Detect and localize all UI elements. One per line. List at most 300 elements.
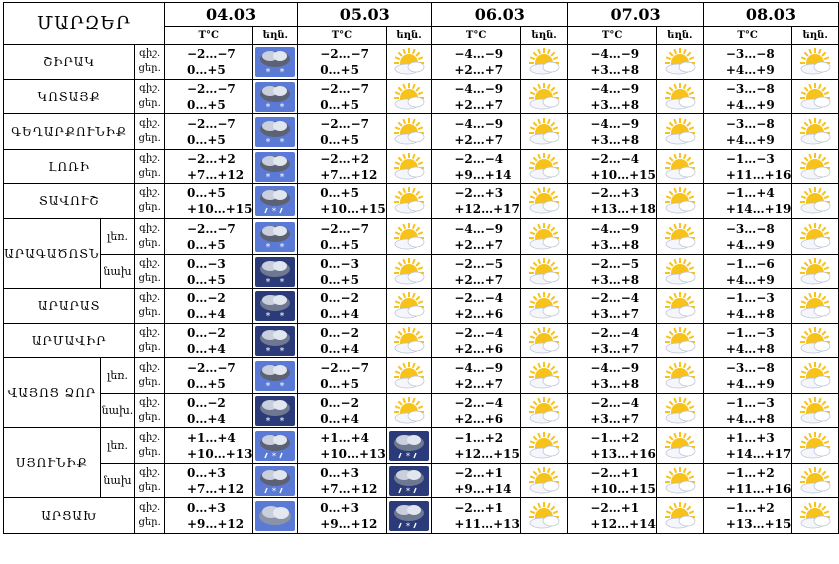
- night-day-labels: [135, 428, 165, 464]
- night-day-labels: [135, 464, 165, 498]
- date-header: 05.03: [298, 3, 432, 27]
- region-name: ԳԵՂԱՐՔՈՒՆԻՔ: [4, 114, 135, 150]
- svg-text:*: *: [280, 312, 285, 321]
- temperature-cell: [703, 255, 792, 289]
- day-temperature: 0…+4: [320, 341, 359, 356]
- night-label: գիշ.: [139, 117, 161, 129]
- snow-cloud-icon: [255, 361, 295, 391]
- weather-cell: [253, 150, 298, 184]
- day-label: ցեր.: [138, 167, 161, 179]
- night-temperature: −2…+1: [454, 500, 504, 515]
- svg-text:*: *: [266, 277, 271, 287]
- sun-cloud-icon: [524, 501, 564, 531]
- temperature-cell: [432, 358, 521, 394]
- day-temperature: +4…+9: [725, 63, 775, 77]
- night-label: գիշ.: [139, 82, 161, 94]
- day-temperature: +7…+12: [186, 481, 245, 496]
- weather-cell: [386, 219, 432, 255]
- table-row: [4, 498, 839, 534]
- weather-cell: [656, 498, 703, 534]
- night-temperature: −2…−5: [590, 256, 640, 271]
- night-temperature: −1…+2: [725, 500, 775, 515]
- temperature-cell: [164, 184, 253, 219]
- day-label: ցեր.: [138, 516, 161, 528]
- table-row: [4, 324, 839, 358]
- sun-cloud-icon: [524, 222, 564, 252]
- day-temperature: +11…+16: [725, 167, 792, 182]
- temperature-cell: [298, 150, 387, 184]
- svg-text:*: *: [406, 521, 411, 531]
- snow-cloud-icon: [255, 82, 295, 112]
- region-name: ՎԱՅՈՑ ՁՈՐ: [4, 358, 101, 428]
- temperature-cell: [703, 45, 792, 80]
- weather-cell: [656, 289, 703, 324]
- day-temperature: +10…+15: [186, 202, 253, 216]
- sun-cloud-icon: [795, 501, 835, 531]
- night-temperature: −4…−9: [590, 221, 640, 236]
- svg-text:*: *: [266, 68, 271, 77]
- day-temperature: +9…+12: [186, 516, 245, 531]
- sun-cloud-icon: [660, 291, 700, 321]
- day-label: ցեր.: [138, 481, 161, 493]
- weather-cell: [386, 358, 432, 394]
- night-temperature: −4…−9: [454, 47, 504, 61]
- weather-cell: [386, 114, 432, 150]
- rain-snow-icon: [255, 431, 295, 461]
- svg-text:*: *: [280, 172, 285, 182]
- night-day-labels: [135, 114, 165, 150]
- weather-cell: [520, 184, 567, 219]
- night-temperature: 0…−2: [186, 291, 226, 305]
- night-temperature: −4…−9: [454, 221, 504, 236]
- night-temperature: −2…−7: [186, 116, 236, 131]
- region-name: ՇԻՐԱԿ: [4, 45, 135, 80]
- temperature-cell: [298, 80, 387, 114]
- night-temperature: −1…−6: [725, 256, 775, 271]
- night-temperature: 0…+3: [186, 500, 226, 515]
- day-temperature: 0…+4: [186, 341, 226, 356]
- night-day-labels: [135, 184, 165, 219]
- night-temperature: −2…−7: [320, 221, 369, 236]
- sun-cloud-icon: [389, 326, 429, 356]
- temperature-cell: [432, 428, 521, 464]
- weather-cell: [792, 80, 839, 114]
- day-temperature: +13…+16: [590, 446, 656, 461]
- temperature-cell: [164, 428, 253, 464]
- weather-cell: [386, 464, 432, 498]
- svg-text:*: *: [266, 416, 271, 426]
- night-temperature: −2…+2: [320, 151, 369, 166]
- night-temperature: −2…−4: [590, 291, 640, 305]
- weather-cell: [656, 114, 703, 150]
- night-label: գիշ.: [139, 396, 161, 408]
- temperature-cell: [298, 464, 387, 498]
- night-temperature: −1…−3: [725, 325, 775, 340]
- snow-cloud-icon: [255, 117, 295, 147]
- day-label: ցեր.: [138, 272, 161, 284]
- day-temperature: 0…+5: [320, 237, 359, 252]
- weather-cell: [520, 428, 567, 464]
- temperature-cell: [164, 45, 253, 80]
- temperature-cell: [432, 255, 521, 289]
- weather-cell: [792, 498, 839, 534]
- weather-cell: [792, 394, 839, 428]
- temperature-cell: [432, 150, 521, 184]
- sun-cloud-icon: [524, 152, 564, 182]
- temperature-cell: [298, 289, 387, 324]
- temperature-cell: [703, 184, 792, 219]
- day-label: ցեր.: [138, 307, 161, 318]
- temperature-cell: [298, 498, 387, 534]
- region-name: ԱՐՄԱՎԻՐ: [4, 324, 135, 358]
- day-temperature: +3…+7: [590, 307, 640, 321]
- region-name: ԱՐԱՐԱՏ: [4, 289, 135, 324]
- night-day-labels: [135, 80, 165, 114]
- night-temperature: −2…−4: [590, 151, 640, 166]
- day-temperature: 0…+5: [320, 272, 359, 287]
- day-label: ցեր.: [138, 97, 161, 109]
- day-temperature: +10…+15: [590, 167, 656, 182]
- rain-snow-icon: [255, 466, 295, 496]
- day-temperature: +2…+7: [454, 272, 504, 287]
- weather-cell: [792, 114, 839, 150]
- day-temperature: +7…+12: [320, 167, 378, 182]
- sun-cloud-icon: [524, 82, 564, 112]
- temperature-cell: [568, 498, 657, 534]
- temperature-cell: [703, 394, 792, 428]
- night-temperature: −2…+1: [590, 500, 640, 515]
- sun-cloud-icon: [795, 257, 835, 287]
- night-temperature: 0…−2: [320, 291, 359, 305]
- night-temperature: −2…−5: [454, 256, 504, 271]
- weather-column-header: եղն.: [792, 27, 839, 45]
- day-temperature: +10…+13: [186, 446, 253, 461]
- day-temperature: +12…+14: [590, 516, 656, 531]
- table-row: [4, 184, 839, 219]
- svg-text:*: *: [266, 346, 271, 356]
- sun-cloud-icon: [795, 47, 835, 77]
- sun-cloud-icon: [660, 152, 700, 182]
- day-temperature: +4…+9: [725, 272, 775, 287]
- weather-cell: [386, 498, 432, 534]
- temperature-cell: [298, 255, 387, 289]
- night-label: գիշ.: [139, 501, 161, 513]
- sun-cloud-icon: [795, 291, 835, 321]
- temp-column-header: T°C: [298, 27, 387, 45]
- temperature-cell: [568, 428, 657, 464]
- svg-text:*: *: [280, 416, 285, 426]
- weather-cell: [656, 184, 703, 219]
- region-name: ԱՐԱԳԱԾՈՏՆ: [4, 219, 101, 289]
- sun-cloud-icon: [389, 257, 429, 287]
- night-temperature: −1…−3: [725, 291, 775, 305]
- weather-cell: [520, 394, 567, 428]
- night-temperature: −1…−3: [725, 395, 775, 410]
- temperature-cell: [298, 428, 387, 464]
- date-header: 04.03: [164, 3, 297, 27]
- temperature-cell: [703, 428, 792, 464]
- subregion-label: լեռ.: [100, 219, 135, 255]
- day-label: ցեր.: [138, 376, 161, 388]
- day-temperature: 0…+4: [186, 307, 226, 321]
- sun-cloud-icon: [795, 222, 835, 252]
- temperature-cell: [432, 114, 521, 150]
- day-temperature: +2…+7: [454, 132, 504, 147]
- weather-cell: [792, 150, 839, 184]
- svg-text:*: *: [280, 137, 285, 147]
- temperature-cell: [298, 358, 387, 394]
- night-label: գիշ.: [139, 187, 161, 198]
- day-temperature: +10…+15: [320, 202, 386, 216]
- region-name: ՍՅՈՒՆԻՔ: [4, 428, 101, 498]
- weather-column-header: եղն.: [656, 27, 703, 45]
- night-day-labels: [135, 358, 165, 394]
- day-temperature: 0…+5: [320, 63, 359, 77]
- temperature-cell: [568, 184, 657, 219]
- temperature-cell: [164, 255, 253, 289]
- temperature-cell: [568, 289, 657, 324]
- night-temperature: 0…−3: [320, 256, 359, 271]
- day-temperature: 0…+5: [186, 63, 226, 77]
- day-temperature: +4…+8: [725, 307, 775, 321]
- day-temperature: +4…+9: [725, 376, 775, 391]
- temperature-cell: [298, 184, 387, 219]
- night-temperature: −2…−4: [590, 325, 640, 340]
- day-temperature: +12…+15: [454, 446, 520, 461]
- day-temperature: +4…+9: [725, 97, 775, 112]
- temperature-cell: [432, 289, 521, 324]
- night-temperature: −3…−8: [725, 47, 775, 61]
- temperature-cell: [568, 394, 657, 428]
- day-temperature: +11…+13: [454, 516, 520, 531]
- weather-cell: [253, 184, 298, 219]
- table-row: [4, 358, 839, 394]
- night-temperature: −2…−7: [320, 47, 369, 61]
- temperature-cell: [568, 255, 657, 289]
- temperature-cell: [703, 80, 792, 114]
- weather-cell: [520, 80, 567, 114]
- snow-cloud-icon: [255, 47, 295, 77]
- weather-cell: [520, 255, 567, 289]
- temperature-cell: [568, 80, 657, 114]
- temperature-cell: [432, 498, 521, 534]
- night-temperature: +1…+4: [320, 430, 369, 445]
- day-temperature: 0…+5: [186, 97, 226, 112]
- night-temperature: +1…+4: [186, 430, 236, 445]
- table-row: [4, 219, 839, 255]
- weather-cell: [520, 498, 567, 534]
- day-label: ցեր.: [138, 237, 161, 249]
- svg-text:*: *: [280, 381, 285, 391]
- sun-cloud-icon: [524, 396, 564, 426]
- region-name: ԱՐՑԱԽ: [4, 498, 135, 534]
- night-temperature: −2…+1: [454, 465, 504, 480]
- sun-cloud-icon: [660, 431, 700, 461]
- night-temperature: −2…−4: [590, 395, 640, 410]
- weather-cell: [656, 428, 703, 464]
- weather-cell: [520, 464, 567, 498]
- temperature-cell: [432, 464, 521, 498]
- temperature-cell: [164, 498, 253, 534]
- temperature-cell: [703, 498, 792, 534]
- temperature-cell: [164, 324, 253, 358]
- temp-column-header: T°C: [432, 27, 521, 45]
- region-name: ԿՈՏԱՅՔ: [4, 80, 135, 114]
- sun-cloud-icon: [660, 222, 700, 252]
- table-row: [4, 464, 839, 498]
- night-temperature: 0…+3: [320, 500, 359, 515]
- table-row: [4, 150, 839, 184]
- day-temperature: +3…+7: [590, 341, 640, 356]
- date-header: 08.03: [703, 3, 838, 27]
- night-temperature: 0…−2: [186, 395, 226, 410]
- night-temperature: −1…−3: [725, 151, 775, 166]
- weather-cell: [520, 114, 567, 150]
- weather-cell: [520, 150, 567, 184]
- rain-snow-icon: [389, 501, 429, 531]
- sun-cloud-icon: [389, 396, 429, 426]
- temperature-cell: [164, 114, 253, 150]
- svg-text:*: *: [266, 172, 271, 182]
- svg-text:*: *: [266, 381, 271, 391]
- temp-column-header: T°C: [568, 27, 657, 45]
- temperature-cell: [703, 324, 792, 358]
- temperature-cell: [568, 358, 657, 394]
- weather-cell: [386, 255, 432, 289]
- day-temperature: +3…+8: [590, 237, 640, 252]
- sun-cloud-icon: [660, 361, 700, 391]
- temperature-cell: [432, 45, 521, 80]
- day-label: ցեր.: [138, 63, 161, 74]
- night-temperature: −3…−8: [725, 221, 775, 236]
- night-temperature: −2…−7: [186, 47, 236, 61]
- weather-cell: [792, 184, 839, 219]
- weather-cell: [792, 45, 839, 80]
- weather-cell: [792, 255, 839, 289]
- table-row: [4, 114, 839, 150]
- day-temperature: +4…+8: [725, 341, 775, 356]
- temperature-cell: [298, 114, 387, 150]
- weather-cell: [253, 358, 298, 394]
- temperature-cell: [164, 358, 253, 394]
- night-temperature: −4…−9: [454, 81, 504, 96]
- day-label: ցեր.: [138, 202, 161, 213]
- weather-cell: [656, 358, 703, 394]
- weather-cell: [792, 289, 839, 324]
- temperature-cell: [432, 219, 521, 255]
- temp-column-header: T°C: [703, 27, 792, 45]
- rain-snow-icon: [389, 431, 429, 461]
- svg-text:*: *: [406, 486, 411, 496]
- svg-text:*: *: [280, 242, 285, 252]
- svg-text:*: *: [266, 102, 271, 112]
- table-row: [4, 428, 839, 464]
- day-temperature: +2…+7: [454, 237, 504, 252]
- subregion-label: նախ: [100, 464, 135, 498]
- weather-cell: [520, 289, 567, 324]
- day-temperature: 0…+5: [320, 132, 359, 147]
- day-temperature: +4…+9: [725, 132, 775, 147]
- night-temperature: −1…+2: [454, 430, 504, 445]
- temperature-cell: [703, 150, 792, 184]
- temperature-cell: [568, 324, 657, 358]
- temperature-cell: [298, 219, 387, 255]
- weather-cell: [656, 219, 703, 255]
- day-temperature: +14…+17: [725, 446, 792, 461]
- temperature-cell: [164, 80, 253, 114]
- night-label: գիշ.: [139, 326, 161, 338]
- night-temperature: 0…−3: [186, 256, 226, 271]
- day-temperature: +3…+8: [590, 97, 640, 112]
- overcast-cloud-icon: [255, 501, 295, 531]
- weather-cell: [253, 289, 298, 324]
- temperature-cell: [432, 394, 521, 428]
- sun-cloud-icon: [389, 361, 429, 391]
- day-temperature: +4…+9: [725, 237, 775, 252]
- sun-cloud-icon: [660, 326, 700, 356]
- subregion-label: լեռ.: [100, 428, 135, 464]
- weather-cell: [253, 219, 298, 255]
- sun-cloud-icon: [660, 466, 700, 496]
- night-temperature: −2…−7: [320, 81, 369, 96]
- night-temperature: −4…−9: [590, 360, 640, 375]
- night-temperature: −2…−4: [454, 151, 504, 166]
- temperature-cell: [298, 324, 387, 358]
- night-day-labels: [135, 255, 165, 289]
- day-label: ցեր.: [138, 446, 161, 458]
- weather-column-header: եղն.: [253, 27, 298, 45]
- night-day-labels: [135, 394, 165, 428]
- day-temperature: +3…+8: [590, 132, 640, 147]
- weather-cell: [253, 45, 298, 80]
- weather-cell: [386, 184, 432, 219]
- temperature-cell: [568, 114, 657, 150]
- temperature-cell: [703, 219, 792, 255]
- snow-cloud-icon: [255, 257, 295, 287]
- day-temperature: 0…+5: [186, 272, 226, 287]
- day-temperature: 0…+5: [186, 237, 226, 252]
- svg-text:*: *: [272, 207, 277, 216]
- weather-cell: [656, 150, 703, 184]
- night-temperature: −1…+4: [725, 186, 775, 200]
- temperature-cell: [298, 394, 387, 428]
- weather-column-header: եղն.: [386, 27, 432, 45]
- night-temperature: −2…−7: [186, 360, 236, 375]
- svg-text:*: *: [280, 102, 285, 112]
- night-temperature: +1…+3: [725, 430, 775, 445]
- weather-cell: [386, 394, 432, 428]
- day-temperature: +7…+12: [320, 481, 378, 496]
- region-name: ՏԱՎՈՒՇ: [4, 184, 135, 219]
- day-temperature: +2…+6: [454, 307, 504, 321]
- svg-text:*: *: [280, 68, 285, 77]
- weather-cell: [792, 428, 839, 464]
- day-temperature: +2…+7: [454, 97, 504, 112]
- svg-text:*: *: [280, 277, 285, 287]
- sun-cloud-icon: [389, 291, 429, 321]
- night-temperature: 0…+3: [320, 465, 359, 480]
- night-day-labels: [135, 324, 165, 358]
- day-temperature: 0…+4: [320, 307, 359, 321]
- sun-cloud-icon: [389, 222, 429, 252]
- temperature-cell: [164, 150, 253, 184]
- day-temperature: +13…+18: [590, 202, 656, 216]
- temperature-cell: [164, 219, 253, 255]
- weather-cell: [520, 324, 567, 358]
- sun-cloud-icon: [795, 186, 835, 216]
- night-temperature: −3…−8: [725, 360, 775, 375]
- day-temperature: +2…+7: [454, 63, 504, 77]
